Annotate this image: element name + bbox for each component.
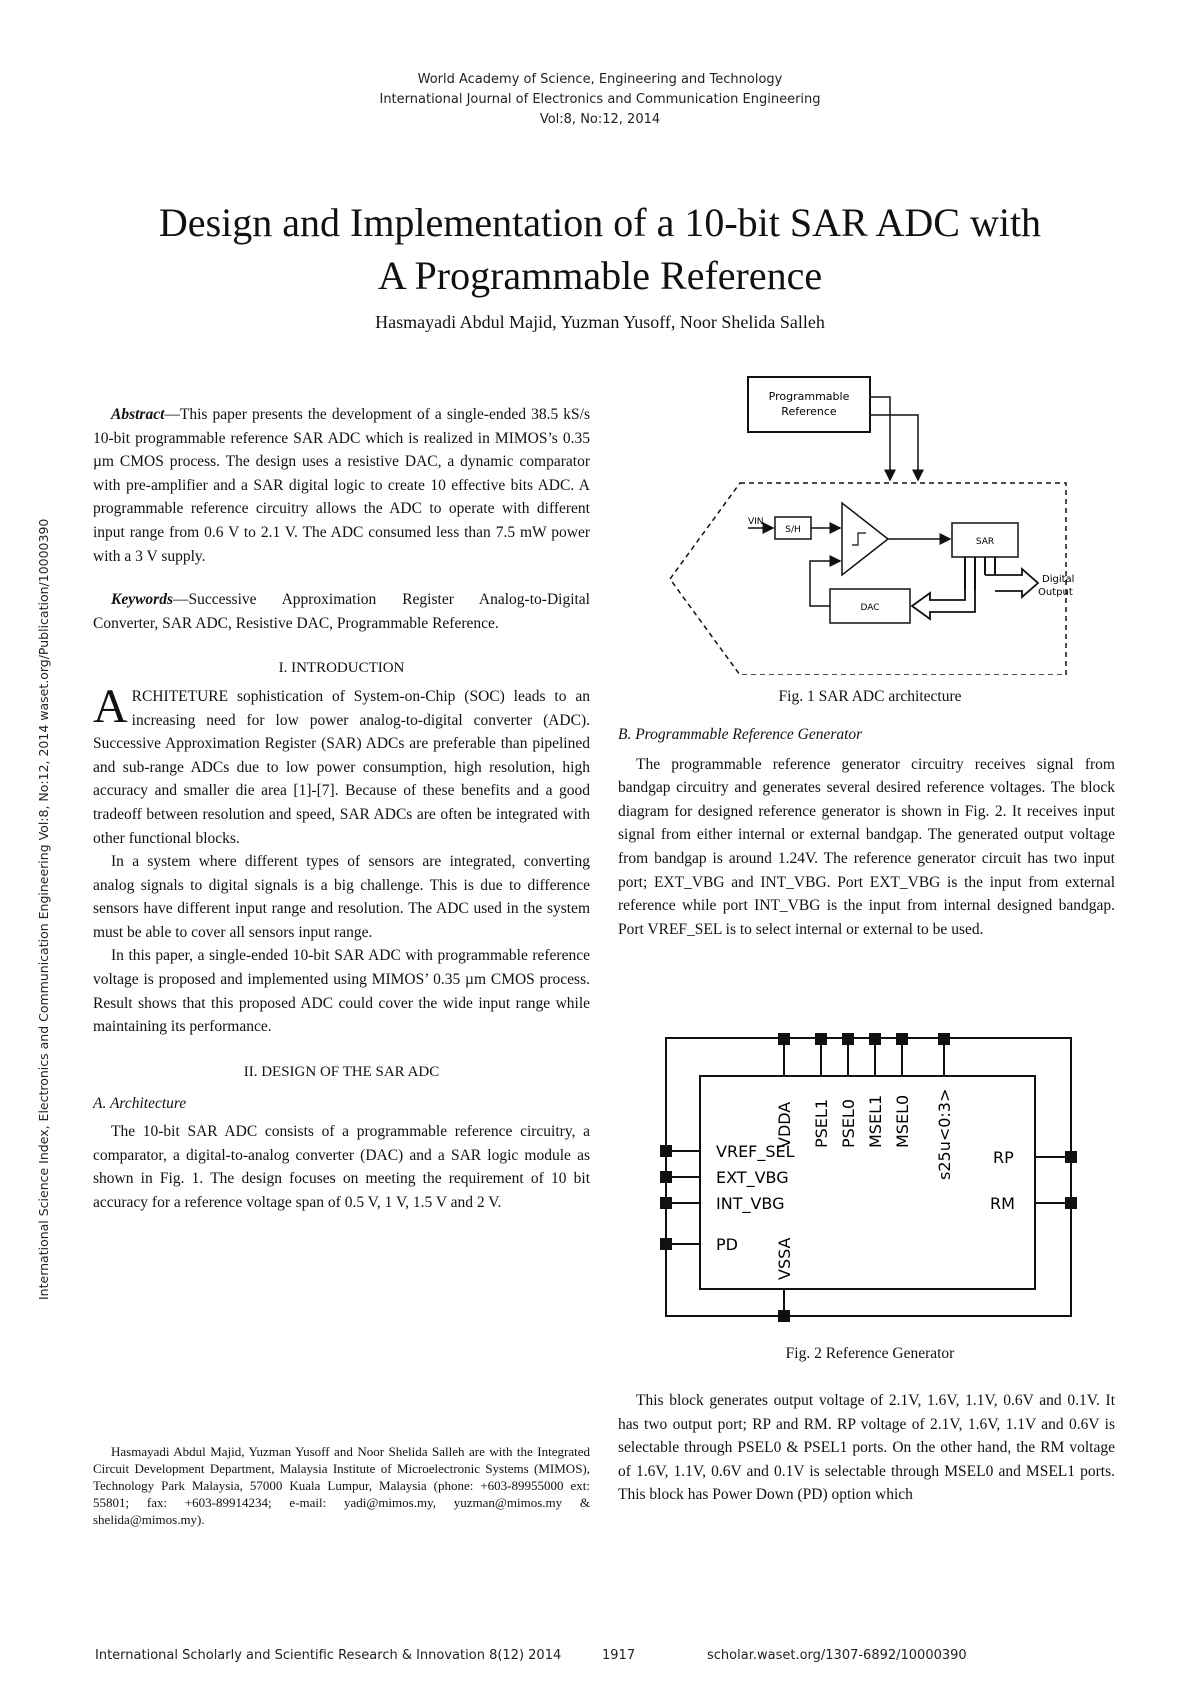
right-column-bottom [618,1389,1115,1507]
sar-to-dac-arrow [912,590,975,619]
subsection-programmable-reference: B. Programmable Reference Generator [618,726,863,743]
pin-dot-vssa [778,1310,790,1322]
right-paragraph-1: The programmable reference generator circuitry receives signal from bandgap circuitry and generates several desired reference voltages. The block diagram for designed reference generator is shown in Fig. 2. It receives input signal from either internal or external bandgap. The generated output voltage from bandgap is around 1.24V. The reference generator circuit has two input port; EXT_VBG and INT_VBG. Port EXT_VBG is the input from external reference while port INT_VBG is the input from internal designed bandgap. Port VREF_SEL is to select internal or external to be used. [618,755,1115,938]
pin-label-msel1: MSEL1 [866,1094,885,1148]
intro-paragraph-1: ARCHITETURE sophistication of System-on-Chip (SOC) leads to an increasing need for low power analog-to-digital converter (ADC). Successive Approximation Register (SAR) ADCs are preferable than pipelined and sub-range ADCs due to low power consumption, high resolution, high accuracy and smaller die area [1]-[7]. Because of these benefits and a good tradeoff between resolution and speed, SAR ADCs are often be integrated with other functional blocks. [93,679,590,847]
sh-label: S/H [785,525,801,535]
journal-header [0,70,1200,130]
pin-label-rp: RP [993,1148,1014,1167]
pin-dot-vdda [778,1033,790,1045]
pin-dot-psel0 [842,1033,854,1045]
digital-output-arrow [985,569,1038,597]
keywords-text: Successive Approximation Register Analog-to-Digital Converter, SAR ADC, Resistive DAC, Programmable Reference. [93,591,590,632]
intro-paragraph-2: In a system where different types of sensors are integrated, converting analog signals to digital signals is a big challenge. This is due to difference sensors have different input range and resolution. The ADC used in the system must be able to cover all sensors input range. [93,853,590,941]
pin-label-ext-vbg: EXT_VBG [716,1168,789,1187]
fig2-caption: Fig. 2 Reference Generator [785,1345,955,1362]
paper-title [60,196,1140,302]
fig1-sar-adc-architecture [660,375,1080,675]
prog-ref-label-1: Programmable [768,390,850,403]
pin-label-int-vbg: INT_VBG [716,1194,785,1213]
digital-label-1: Digital [1042,574,1075,585]
pin-label-rm: RM [990,1194,1015,1213]
pin-label-s25u: s25u<0:3> [935,1088,954,1180]
subsection-architecture: A. Architecture [93,1095,187,1113]
author-list: Hasmayadi Abdul Majid, Yuzman Yusoff, Noor Shelida Salleh [375,312,825,332]
fig1-caption: Fig. 1 SAR ADC architecture [778,688,962,705]
left-column [93,403,590,1214]
pin-dot-ext-vbg [660,1171,672,1183]
title-line-1: Design and Implementation of a 10-bit SAR ADC with [158,200,1042,245]
header-line-2: International Journal of Electronics and Communication Engineering [379,92,821,107]
pin-label-psel0: PSEL0 [839,1098,858,1148]
pin-label-msel0: MSEL0 [893,1094,912,1148]
pin-dot-rp [1065,1151,1077,1163]
pin-dot-rm [1065,1197,1077,1209]
footer-url: scholar.waset.org/1307-6892/10000390 [707,1648,967,1663]
intro-heading: I. INTRODUCTION [278,660,405,677]
intro-paragraph-3: In this paper, a single-ended 10-bit SAR ADC with programmable reference voltage is proposed and implemented using MIMOS’ 0.35 µm CMOS process. Result shows that this proposed ADC could cover the wide input range while maintaining its performance. [93,947,590,1036]
pin-dot-msel1 [869,1033,881,1045]
ref-arrow-2 [870,415,918,480]
pin-dot-pd [660,1238,672,1250]
header-line-1: World Academy of Science, Engineering and Technology [417,72,783,87]
keywords: Keywords—Successive Approximation Register Analog-to-Digital Converter, SAR ADC, Resistive DAC, Programmable Reference. [93,591,590,632]
pin-dot-psel1 [815,1033,827,1045]
pin-dot-int-vbg [660,1197,672,1209]
pin-label-psel1: PSEL1 [812,1098,831,1148]
pin-label-vdda: VDDA [775,1101,794,1148]
pin-label-vssa: VSSA [775,1237,794,1280]
abstract-text: This paper presents the development of a single-ended 38.5 kS/s 10-bit programmable reference SAR ADC which is realized in MIMOS’s 0.35 µm CMOS process. The design uses a resistive DAC, a dynamic comparator with pre-amplifier and a SAR digital logic to create 10 effective bits ADC. A programmable reference circuitry allows the ADC to operate with different input range from 0.6 V to 2.1 V. The ADC consumed less than 7.5 mW power with a 3 V supply. [93,406,590,565]
adc-boundary-dashed [670,483,1066,675]
side-index-text: International Science Index, Electronics and Communication Engineering Vol:8, No:12, 2014 waset.org/Publication/10000390 [36,518,51,1300]
title-line-2: A Programmable Reference [377,253,823,298]
pin-label-pd: PD [716,1235,738,1254]
pin-dot-vref-sel [660,1145,672,1157]
design-paragraph-1: The 10-bit SAR ADC consists of a programmable reference circuitry, a comparator, a digital-to-analog converter (DAC) and a SAR logic module as shown in Fig. 1. The design focuses on meeting the requirement of 10 bit accuracy for a reference voltage span of 0.5 V, 1 V, 1.5 V and 2 V. [93,1123,590,1211]
abstract-label: Abstract [111,406,165,423]
comparator [842,503,888,575]
digital-label-2: Output [1038,587,1073,598]
header-line-3: Vol:8, No:12, 2014 [539,112,661,127]
design-heading: II. DESIGN OF THE SAR ADC [243,1063,440,1080]
sar-label: SAR [975,537,995,547]
dac-label: DAC [860,603,880,613]
footer-page-number: 1917 [602,1648,636,1663]
footer-journal: International Scholarly and Scientific Research & Innovation 8(12) 2014 [95,1648,562,1663]
pin-dot-s25u [938,1033,950,1045]
pin-label-vref-sel: VREF_SEL [716,1142,795,1161]
ref-arrow-1 [870,397,890,480]
prog-ref-label-2: Reference [781,405,837,418]
vin-label: VIN [748,517,764,527]
author-footnote: Hasmayadi Abdul Majid, Yuzman Yusoff and Noor Shelida Salleh are with the Integrated Circuit Development Department, Malaysia Institute of Microelectronic Systems (MIMOS), Technology Park Malaysia, 57000 Kuala Lumpur, Malaysia (phone: +603-89955000 ext: 55801; fax: +603-89914234; e-mail: yadi@mimos.my, yuzman@mimos.my & shelida@mimos.my). [93,1444,590,1527]
keywords-label: Keywords [111,591,173,609]
drop-cap: A [93,679,128,733]
right-column-top [618,723,1115,941]
abstract: Abstract—This paper presents the development of a single-ended 38.5 kS/s 10-bit programmable reference SAR ADC which is realized in MIMOS’s 0.35 µm CMOS process. The design uses a resistive DAC, a dynamic comparator with pre-amplifier and a SAR digital logic to create 10 effective bits ADC. A programmable reference circuitry allows the ADC to operate with different input range from 0.6 V to 2.1 V. The ADC consumed less than 7.5 mW power with a 3 V supply. [93,406,590,565]
right-paragraph-2: This block generates output voltage of 2.1V, 1.6V, 1.1V, 0.6V and 0.1V. It has two output port; RP and RM. RP voltage of 2.1V, 1.6V, 1.1V and 0.6V is selectable through PSEL0 & PSEL1 ports. On the other hand, the RM voltage of 1.6V, 1.1V, 0.6V and 0.1V is selectable through MSEL0 and MSEL1 ports. This block has Power Down (PD) option which [618,1392,1115,1504]
pin-dot-msel0 [896,1033,908,1045]
fig2-reference-generator [660,1030,1080,1330]
